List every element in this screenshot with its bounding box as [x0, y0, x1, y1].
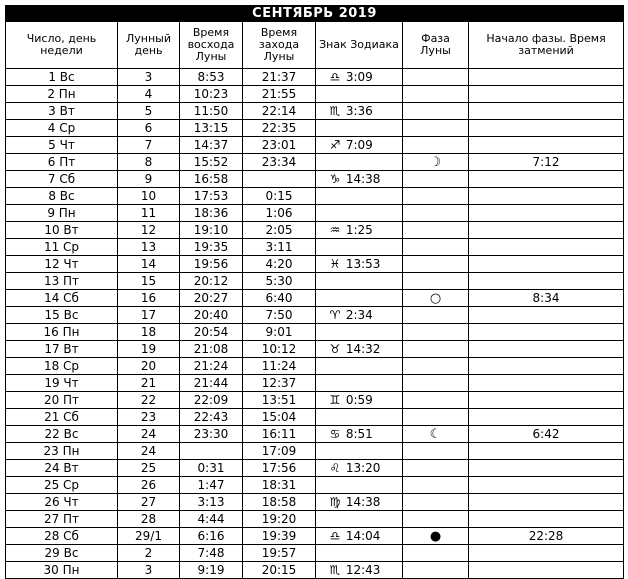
phase-cell — [403, 86, 469, 103]
zodiac-cell — [316, 511, 403, 528]
lunar-day-cell: 20 — [118, 358, 180, 375]
moonset-cell — [243, 171, 316, 188]
date-cell: 14 Сб — [6, 290, 118, 307]
phase-cell — [403, 426, 469, 443]
table-row — [6, 69, 624, 86]
lunar-day-cell: 9 — [118, 171, 180, 188]
moonrise-cell: 10:23 — [180, 86, 243, 103]
phase-time-cell — [469, 137, 624, 154]
phase-time-cell — [469, 494, 624, 511]
phase-cell — [403, 358, 469, 375]
zodiac-cell — [316, 528, 403, 545]
lunar-day-cell: 26 — [118, 477, 180, 494]
moonset-cell: 17:09 — [243, 443, 316, 460]
zodiac-time: 8:51 — [345, 427, 373, 441]
table-body — [6, 69, 624, 579]
phase-time-cell — [469, 409, 624, 426]
table-row — [6, 137, 624, 154]
date-cell: 18 Ср — [6, 358, 118, 375]
zodiac-sign-icon: ♒ — [329, 223, 341, 237]
phase-cell — [403, 137, 469, 154]
zodiac-time: 14:04 — [345, 529, 381, 543]
zodiac-cell — [316, 375, 403, 392]
moonset-cell: 19:57 — [243, 545, 316, 562]
table-row — [6, 477, 624, 494]
moonrise-cell: 9:19 — [180, 562, 243, 579]
zodiac-cell — [316, 86, 403, 103]
lunar-day-cell: 24 — [118, 443, 180, 460]
moonset-cell: 5:30 — [243, 273, 316, 290]
zodiac-cell — [316, 256, 403, 273]
zodiac-cell — [316, 103, 403, 120]
table-row — [6, 154, 624, 171]
phase-cell — [403, 477, 469, 494]
moonset-cell: 21:55 — [243, 86, 316, 103]
zodiac-cell — [316, 443, 403, 460]
table-row — [6, 409, 624, 426]
phase-cell — [403, 460, 469, 477]
moonset-cell: 13:51 — [243, 392, 316, 409]
moonset-cell: 19:20 — [243, 511, 316, 528]
phase-time-cell — [469, 375, 624, 392]
date-cell: 4 Ср — [6, 120, 118, 137]
header-row — [6, 22, 624, 69]
zodiac-sign-icon: ♋ — [329, 427, 341, 441]
moonrise-cell: 8:53 — [180, 69, 243, 86]
date-cell: 27 Пт — [6, 511, 118, 528]
table-row — [6, 426, 624, 443]
moon-phase-icon: ☾ — [429, 426, 442, 442]
zodiac-sign-icon: ♈ — [329, 308, 341, 322]
phase-cell — [403, 273, 469, 290]
zodiac-sign-icon: ♊ — [329, 393, 341, 407]
lunar-day-cell: 15 — [118, 273, 180, 290]
phase-time-cell — [469, 324, 624, 341]
moonrise-cell: 18:36 — [180, 205, 243, 222]
lunar-day-cell: 27 — [118, 494, 180, 511]
phase-cell — [403, 154, 469, 171]
zodiac-cell — [316, 358, 403, 375]
zodiac-time: 14:32 — [345, 342, 381, 356]
moonset-cell: 9:01 — [243, 324, 316, 341]
lunar-day-cell: 2 — [118, 545, 180, 562]
zodiac-sign-icon: ♉ — [329, 342, 341, 356]
lunar-day-cell: 23 — [118, 409, 180, 426]
moonset-cell: 6:40 — [243, 290, 316, 307]
phase-cell — [403, 307, 469, 324]
table-row — [6, 120, 624, 137]
date-cell: 19 Чт — [6, 375, 118, 392]
table-row — [6, 562, 624, 579]
moon-phase-icon: ☽ — [429, 154, 442, 170]
zodiac-time: 12:43 — [345, 563, 381, 577]
date-cell: 2 Пн — [6, 86, 118, 103]
phase-cell — [403, 256, 469, 273]
date-cell: 12 Чт — [6, 256, 118, 273]
zodiac-cell — [316, 290, 403, 307]
phase-cell — [403, 239, 469, 256]
table-row — [6, 358, 624, 375]
header-zodiac: Знак Зодиака — [316, 22, 403, 69]
date-cell: 16 Пн — [6, 324, 118, 341]
lunar-day-cell: 21 — [118, 375, 180, 392]
table-row — [6, 239, 624, 256]
moonrise-cell: 22:43 — [180, 409, 243, 426]
date-cell: 17 Вт — [6, 341, 118, 358]
phase-time-cell — [469, 188, 624, 205]
phase-time-cell — [469, 443, 624, 460]
zodiac-cell — [316, 307, 403, 324]
lunar-day-cell: 22 — [118, 392, 180, 409]
table-row — [6, 103, 624, 120]
zodiac-time: 14:38 — [345, 495, 381, 509]
lunar-day-cell: 24 — [118, 426, 180, 443]
phase-cell — [403, 545, 469, 562]
phase-time-cell: 8:34 — [469, 290, 624, 307]
moonrise-cell: 0:31 — [180, 460, 243, 477]
zodiac-time: 3:09 — [345, 70, 373, 84]
moonset-cell: 4:20 — [243, 256, 316, 273]
phase-time-cell — [469, 273, 624, 290]
zodiac-cell — [316, 222, 403, 239]
table-row — [6, 273, 624, 290]
moonrise-cell: 20:54 — [180, 324, 243, 341]
moonset-cell: 22:35 — [243, 120, 316, 137]
phase-cell — [403, 494, 469, 511]
phase-cell — [403, 103, 469, 120]
zodiac-cell — [316, 239, 403, 256]
phase-cell — [403, 205, 469, 222]
header-moonrise: Время восхода Луны — [180, 22, 243, 69]
zodiac-time: 2:34 — [345, 308, 373, 322]
date-cell: 15 Вс — [6, 307, 118, 324]
zodiac-time: 13:53 — [345, 257, 381, 271]
lunar-day-cell: 4 — [118, 86, 180, 103]
table-row — [6, 494, 624, 511]
zodiac-sign-icon: ♎ — [329, 70, 341, 84]
moonrise-cell: 1:47 — [180, 477, 243, 494]
moonrise-cell: 3:13 — [180, 494, 243, 511]
table-row — [6, 460, 624, 477]
phase-time-cell — [469, 69, 624, 86]
moonrise-cell: 21:24 — [180, 358, 243, 375]
moonrise-cell: 21:08 — [180, 341, 243, 358]
moonset-cell: 17:56 — [243, 460, 316, 477]
header-phase: Фаза Луны — [403, 22, 469, 69]
lunar-day-cell: 6 — [118, 120, 180, 137]
moonset-cell: 15:04 — [243, 409, 316, 426]
header-phase-start: Начало фазы. Время затмений — [469, 22, 624, 69]
moonset-cell: 1:06 — [243, 205, 316, 222]
zodiac-cell — [316, 137, 403, 154]
zodiac-sign-icon: ♎ — [329, 529, 341, 543]
phase-time-cell: 7:12 — [469, 154, 624, 171]
date-cell: 5 Чт — [6, 137, 118, 154]
moonset-cell: 0:15 — [243, 188, 316, 205]
zodiac-cell — [316, 562, 403, 579]
zodiac-cell — [316, 545, 403, 562]
phase-cell — [403, 409, 469, 426]
moonset-cell: 3:11 — [243, 239, 316, 256]
date-cell: 24 Вт — [6, 460, 118, 477]
zodiac-cell — [316, 341, 403, 358]
table-row — [6, 205, 624, 222]
phase-time-cell — [469, 341, 624, 358]
moonrise-cell: 15:52 — [180, 154, 243, 171]
phase-time-cell — [469, 171, 624, 188]
header-date: Число, день недели — [6, 22, 118, 69]
moonrise-cell: 21:44 — [180, 375, 243, 392]
moonrise-cell: 11:50 — [180, 103, 243, 120]
phase-cell — [403, 171, 469, 188]
moonset-cell: 10:12 — [243, 341, 316, 358]
phase-cell — [403, 222, 469, 239]
table-row — [6, 443, 624, 460]
moonrise-cell: 19:56 — [180, 256, 243, 273]
date-cell: 6 Пт — [6, 154, 118, 171]
moonset-cell: 22:14 — [243, 103, 316, 120]
zodiac-cell — [316, 392, 403, 409]
lunar-day-cell: 28 — [118, 511, 180, 528]
phase-time-cell: 6:42 — [469, 426, 624, 443]
zodiac-time: 3:36 — [345, 104, 373, 118]
calendar-container — [5, 5, 623, 579]
phase-cell — [403, 120, 469, 137]
title-row — [6, 6, 624, 22]
moonset-cell: 21:37 — [243, 69, 316, 86]
lunar-day-cell: 11 — [118, 205, 180, 222]
table-row — [6, 86, 624, 103]
phase-time-cell — [469, 205, 624, 222]
zodiac-cell — [316, 273, 403, 290]
zodiac-sign-icon: ♐ — [329, 138, 341, 152]
zodiac-cell — [316, 477, 403, 494]
date-cell: 25 Ср — [6, 477, 118, 494]
lunar-day-cell: 8 — [118, 154, 180, 171]
moonset-cell: 19:39 — [243, 528, 316, 545]
date-cell: 28 Сб — [6, 528, 118, 545]
moonrise-cell: 22:09 — [180, 392, 243, 409]
zodiac-cell — [316, 205, 403, 222]
moonrise-cell: 7:48 — [180, 545, 243, 562]
table-row — [6, 375, 624, 392]
phase-cell — [403, 375, 469, 392]
table-row — [6, 222, 624, 239]
header-moonset: Время захода Луны — [243, 22, 316, 69]
zodiac-cell — [316, 69, 403, 86]
phase-time-cell — [469, 392, 624, 409]
zodiac-cell — [316, 494, 403, 511]
zodiac-time: 1:25 — [345, 223, 373, 237]
moonrise-cell: 20:27 — [180, 290, 243, 307]
phase-time-cell — [469, 103, 624, 120]
date-cell: 30 Пн — [6, 562, 118, 579]
lunar-day-cell: 7 — [118, 137, 180, 154]
phase-cell — [403, 341, 469, 358]
moonset-cell: 2:05 — [243, 222, 316, 239]
lunar-day-cell: 25 — [118, 460, 180, 477]
zodiac-sign-icon: ♑ — [329, 172, 341, 186]
phase-time-cell — [469, 511, 624, 528]
date-cell: 29 Вс — [6, 545, 118, 562]
table-row — [6, 188, 624, 205]
moonrise-cell — [180, 443, 243, 460]
lunar-day-cell: 3 — [118, 562, 180, 579]
table-row — [6, 392, 624, 409]
moonset-cell: 23:01 — [243, 137, 316, 154]
lunar-day-cell: 18 — [118, 324, 180, 341]
phase-cell — [403, 443, 469, 460]
moonrise-cell: 19:35 — [180, 239, 243, 256]
lunar-calendar-table — [5, 5, 624, 579]
date-cell: 7 Сб — [6, 171, 118, 188]
zodiac-sign-icon: ♌ — [329, 461, 341, 475]
table-row — [6, 528, 624, 545]
moonrise-cell: 17:53 — [180, 188, 243, 205]
zodiac-cell — [316, 426, 403, 443]
phase-cell — [403, 188, 469, 205]
zodiac-cell — [316, 324, 403, 341]
phase-cell — [403, 392, 469, 409]
date-cell: 9 Пн — [6, 205, 118, 222]
lunar-day-cell: 29/1 — [118, 528, 180, 545]
date-cell: 23 Пн — [6, 443, 118, 460]
moonset-cell: 18:31 — [243, 477, 316, 494]
date-cell: 22 Вс — [6, 426, 118, 443]
table-row — [6, 511, 624, 528]
zodiac-sign-icon: ♓ — [329, 257, 341, 271]
phase-time-cell — [469, 86, 624, 103]
moonrise-cell: 4:44 — [180, 511, 243, 528]
zodiac-cell — [316, 171, 403, 188]
zodiac-cell — [316, 154, 403, 171]
table-row — [6, 545, 624, 562]
table-row — [6, 171, 624, 188]
moonrise-cell: 23:30 — [180, 426, 243, 443]
zodiac-time: 13:20 — [345, 461, 381, 475]
lunar-day-cell: 16 — [118, 290, 180, 307]
phase-time-cell — [469, 307, 624, 324]
phase-time-cell — [469, 120, 624, 137]
moonset-cell: 20:15 — [243, 562, 316, 579]
table-row — [6, 307, 624, 324]
moon-phase-icon: ● — [429, 528, 442, 544]
date-cell: 10 Вт — [6, 222, 118, 239]
date-cell: 8 Вс — [6, 188, 118, 205]
lunar-day-cell: 12 — [118, 222, 180, 239]
zodiac-sign-icon: ♏ — [329, 563, 341, 577]
lunar-day-cell: 14 — [118, 256, 180, 273]
date-cell: 20 Пт — [6, 392, 118, 409]
lunar-day-cell: 10 — [118, 188, 180, 205]
date-cell: 3 Вт — [6, 103, 118, 120]
moonset-cell: 11:24 — [243, 358, 316, 375]
phase-time-cell — [469, 562, 624, 579]
moonset-cell: 7:50 — [243, 307, 316, 324]
phase-time-cell — [469, 477, 624, 494]
moonset-cell: 18:58 — [243, 494, 316, 511]
zodiac-time: 7:09 — [345, 138, 373, 152]
moonrise-cell: 19:10 — [180, 222, 243, 239]
moonrise-cell: 13:15 — [180, 120, 243, 137]
phase-cell — [403, 511, 469, 528]
lunar-day-cell: 5 — [118, 103, 180, 120]
zodiac-time: 0:59 — [345, 393, 373, 407]
moonrise-cell: 20:40 — [180, 307, 243, 324]
zodiac-time: 14:38 — [345, 172, 381, 186]
table-row — [6, 341, 624, 358]
phase-time-cell — [469, 460, 624, 477]
zodiac-sign-icon: ♍ — [329, 495, 341, 509]
phase-time-cell — [469, 222, 624, 239]
moonrise-cell: 6:16 — [180, 528, 243, 545]
moonset-cell: 12:37 — [243, 375, 316, 392]
moonrise-cell: 14:37 — [180, 137, 243, 154]
lunar-day-cell: 19 — [118, 341, 180, 358]
zodiac-cell — [316, 120, 403, 137]
table-row — [6, 290, 624, 307]
zodiac-cell — [316, 460, 403, 477]
phase-cell — [403, 528, 469, 545]
zodiac-sign-icon: ♏ — [329, 104, 341, 118]
moon-phase-icon: ○ — [429, 290, 442, 306]
zodiac-cell — [316, 188, 403, 205]
date-cell: 26 Чт — [6, 494, 118, 511]
lunar-day-cell: 13 — [118, 239, 180, 256]
moonrise-cell: 16:58 — [180, 171, 243, 188]
table-title: СЕНТЯБРЬ 2019 — [6, 6, 624, 22]
date-cell: 21 Сб — [6, 409, 118, 426]
header-lunar-day: Лунный день — [118, 22, 180, 69]
phase-time-cell — [469, 239, 624, 256]
lunar-day-cell: 3 — [118, 69, 180, 86]
phase-time-cell — [469, 358, 624, 375]
table-row — [6, 256, 624, 273]
date-cell: 1 Вс — [6, 69, 118, 86]
phase-cell — [403, 290, 469, 307]
date-cell: 13 Пт — [6, 273, 118, 290]
date-cell: 11 Ср — [6, 239, 118, 256]
lunar-day-cell: 17 — [118, 307, 180, 324]
phase-time-cell — [469, 545, 624, 562]
phase-time-cell: 22:28 — [469, 528, 624, 545]
phase-cell — [403, 324, 469, 341]
table-row — [6, 324, 624, 341]
phase-cell — [403, 562, 469, 579]
moonset-cell: 23:34 — [243, 154, 316, 171]
moonrise-cell: 20:12 — [180, 273, 243, 290]
phase-time-cell — [469, 256, 624, 273]
moonset-cell: 16:11 — [243, 426, 316, 443]
zodiac-cell — [316, 409, 403, 426]
phase-cell — [403, 69, 469, 86]
